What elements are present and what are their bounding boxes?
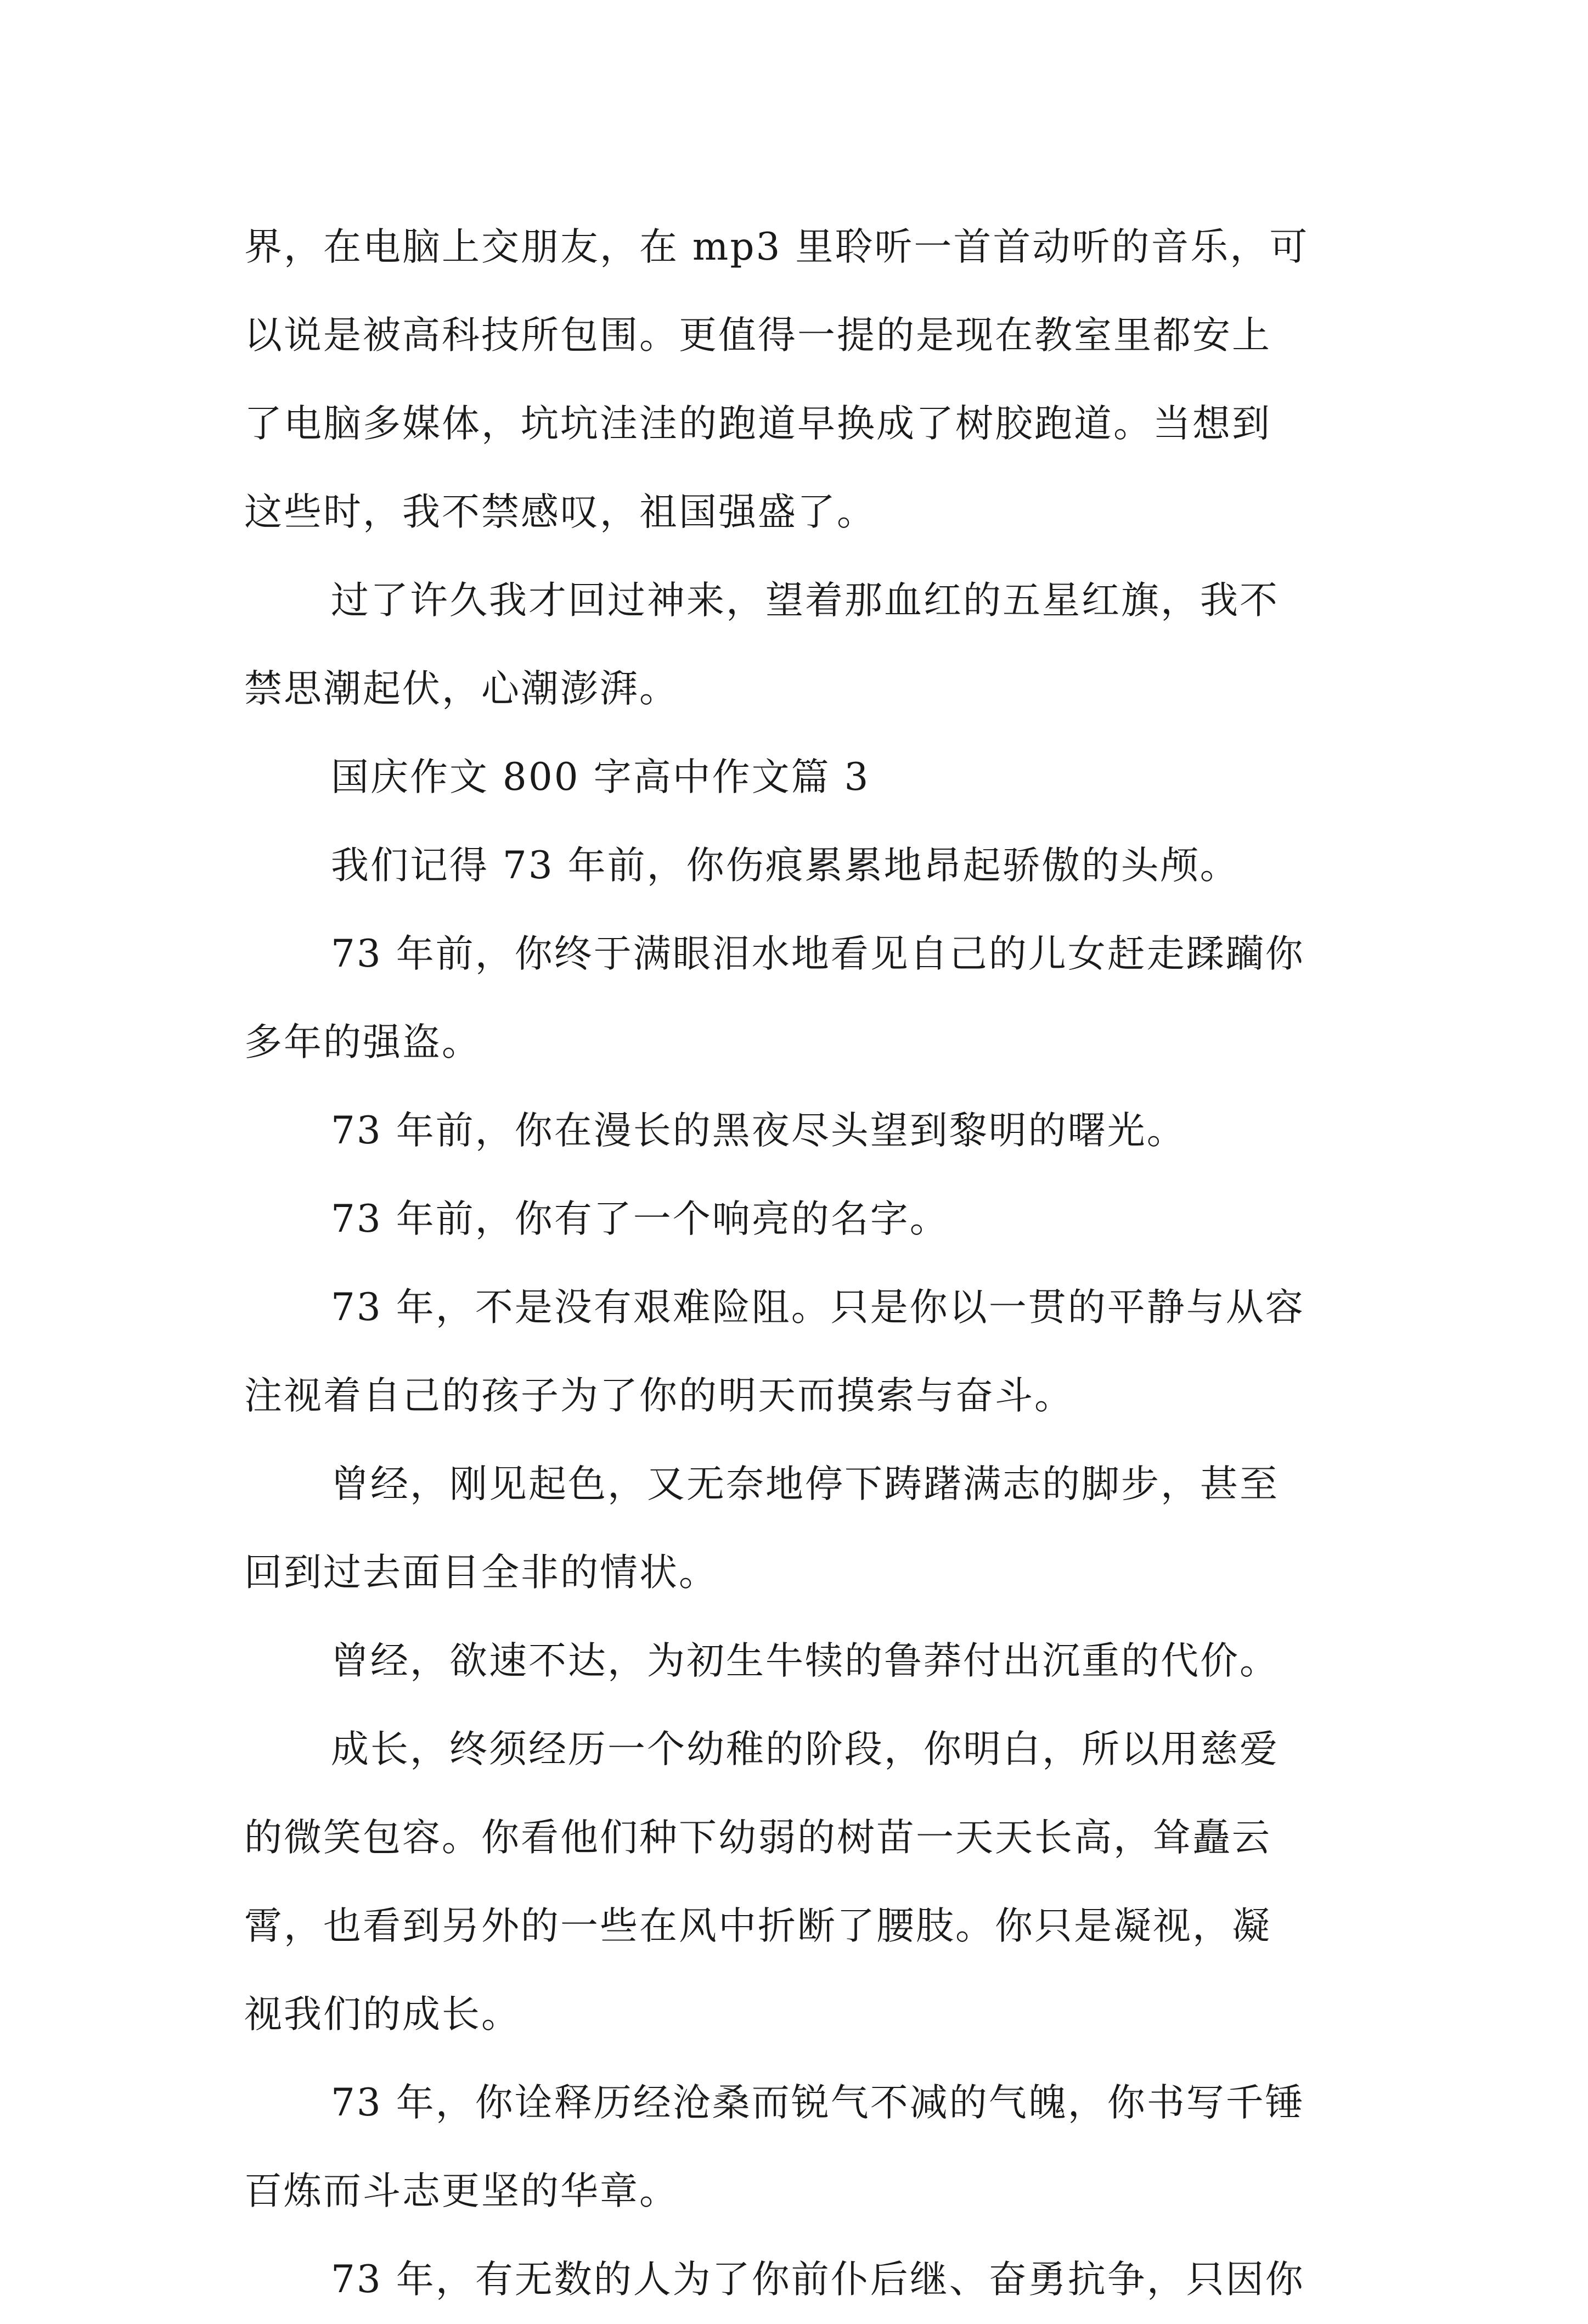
paragraph-first-line: 73 年，你诠释历经沧桑而锐气不减的气魄，你书写千锤 [331, 2081, 1305, 2125]
text-line: 百炼而斗志更坚的华章。 [244, 2169, 679, 2213]
paragraph-first-line: 73 年前，你终于满眼泪水地看见自己的儿女赶走蹂躏你 [331, 932, 1305, 976]
text-line: 回到过去面目全非的情状。 [244, 1551, 718, 1595]
text-line: 注视着自己的孩子为了你的明天而摸索与奋斗。 [244, 1374, 1074, 1418]
paragraph-first-line: 过了许久我才回过神来，望着那血红的五星红旗，我不 [331, 579, 1279, 622]
text-line: 禁思潮起伏，心潮澎湃。 [244, 667, 679, 711]
paragraph-first-line: 我们记得 73 年前，你伤痕累累地昂起骄傲的头颅。 [331, 844, 1240, 888]
paragraph-first-line: 成长，终须经历一个幼稚的阶段，你明白，所以用慈爱 [331, 1727, 1279, 1771]
text-line: 以说是被高科技所包围。更值得一提的是现在教室里都安上 [244, 313, 1271, 357]
text-line: 的微笑包容。你看他们种下幼弱的树苗一天天长高，耸矗云 [244, 1816, 1271, 1860]
essay-body [244, 203, 1353, 2324]
paragraph-first-line: 73 年前，你在漫长的黑夜尽头望到黎明的曙光。 [331, 1109, 1186, 1153]
paragraph-first-line: 73 年前，你有了一个响亮的名字。 [331, 1197, 949, 1241]
text-line: 界，在电脑上交朋友，在 mp3 里聆听一首首动听的音乐，可 [244, 225, 1309, 269]
section-heading: 国庆作文 800 字高中作文篇 3 [331, 755, 870, 799]
paragraph-first-line: 73 年，不是没有艰难险阻。只是你以一贯的平静与从容 [331, 1286, 1305, 1329]
text-line: 了电脑多媒体，坑坑洼洼的跑道早换成了树胶跑道。当想到 [244, 402, 1271, 446]
text-line: 霄，也看到另外的一些在风中折断了腰肢。你只是凝视，凝 [244, 1904, 1271, 1948]
text-line: 视我们的成长。 [244, 1992, 521, 2036]
text-line: 多年的强盗。 [244, 1020, 481, 1064]
paragraph-first-line: 73 年，有无数的人为了你前仆后继、奋勇抗争，只因你 [331, 2258, 1305, 2301]
paragraph-first-line: 曾经，欲速不达，为初生牛犊的鲁莽付出沉重的代价。 [331, 1639, 1279, 1683]
paragraph-first-line: 曾经，刚见起色，又无奈地停下踌躇满志的脚步，甚至 [331, 1462, 1279, 1506]
text-line: 这些时，我不禁感叹，祖国强盛了。 [244, 490, 876, 534]
